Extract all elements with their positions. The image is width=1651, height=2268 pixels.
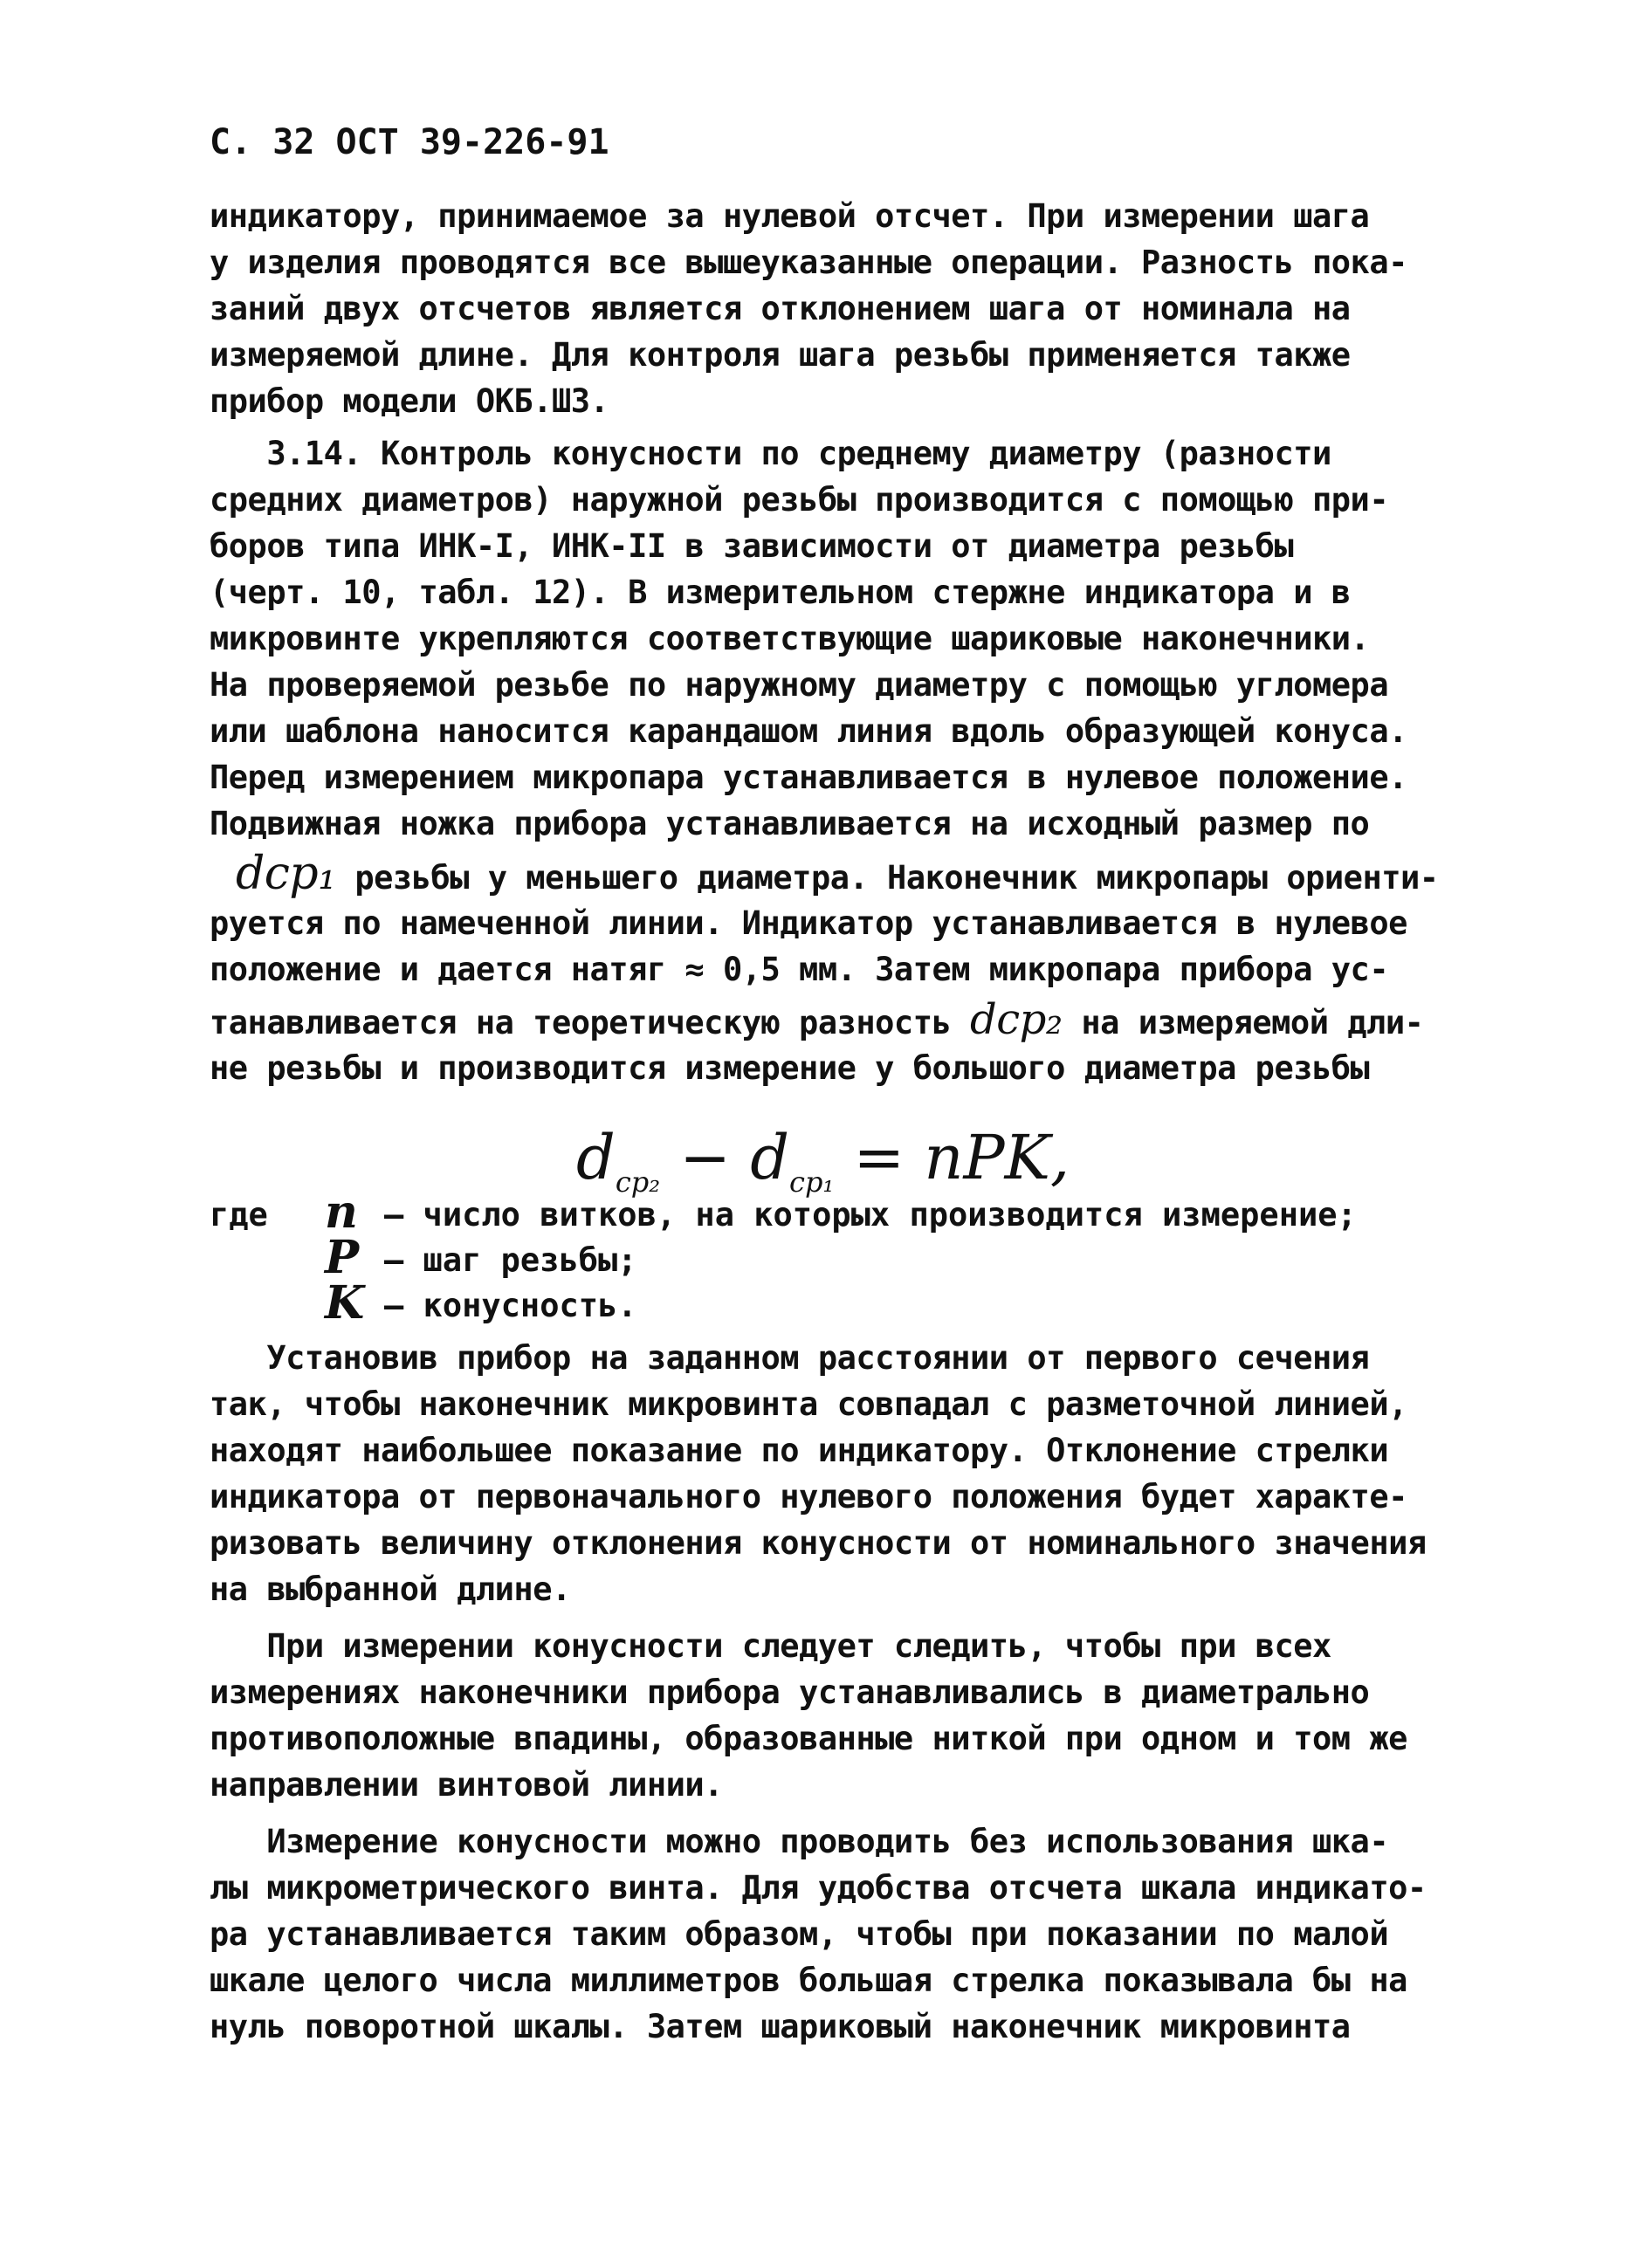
text-line: [210, 848, 1439, 901]
formula: [576, 1122, 1070, 1199]
text-line: Установив прибор на заданном расстоянии от первого сечения: [210, 1339, 1370, 1377]
text-line: положение и дается натяг ≈ 0,5 мм. Затем микропара прибора ус-: [210, 951, 1389, 988]
text-line: или шаблона наносится карандашом линия вдоль образующей конуса.: [210, 712, 1407, 750]
formula-minus: −: [660, 1122, 751, 1193]
legend-symbol: P: [325, 1231, 360, 1284]
text-line: лы микрометрического винта. Для удобства отсчета шкала индикато-: [210, 1869, 1427, 1907]
text-line: находят наибольшее показание по индикатору. Отклонение стрелки: [210, 1432, 1389, 1469]
legend-lead: где: [210, 1196, 268, 1234]
text-line: микровинте укрепляются соответствующие шариковые наконечники.: [210, 620, 1370, 657]
text-line: шкале целого числа миллиметров большая стрелка показывала бы на: [210, 1962, 1407, 1999]
text-line: [210, 997, 1423, 1046]
formula-rest: = nPK,: [834, 1122, 1070, 1193]
formula-d: d: [576, 1122, 616, 1193]
text-line: на выбранной длине.: [210, 1570, 571, 1608]
text-line: прибор модели ОКБ.ШЗ.: [210, 382, 609, 420]
legend-text: – число витков, на которых производится измерение;: [384, 1196, 1357, 1234]
legend-symbol: n: [325, 1186, 358, 1239]
text-line: ра устанавливается таким образом, чтобы при показании по малой: [210, 1915, 1389, 1953]
text-line: индикатора от первоначального нулевого положения будет характе-: [210, 1478, 1407, 1515]
dcp2-symbol: dср₂: [970, 995, 1063, 1044]
text-line: противоположные впадины, образованные ниткой при одном и том же: [210, 1720, 1407, 1757]
text-line: Измерение конусности можно проводить без использования шка-: [210, 1823, 1389, 1860]
text-line: у изделия проводятся все вышеуказанные операции. Разность пока-: [210, 244, 1407, 281]
text-line: Подвижная ножка прибора устанавливается на исходный размер по: [210, 805, 1370, 842]
text-line: 3.14. Контроль конусности по среднему диаметру (разности: [210, 435, 1331, 472]
text-line-rest: резьбы у меньшего диаметра. Наконечник микропары ориенти-: [335, 859, 1439, 897]
text-line: измеряемой длине. Для контроля шага резьбы применяется также: [210, 336, 1351, 374]
formula-sub: ср₁: [789, 1165, 835, 1199]
formula-sub: ср₂: [615, 1165, 661, 1199]
text-line: (черт. 10, табл. 12). В измерительном стержне индикатора и в: [210, 574, 1351, 611]
text-line: заний двух отсчетов является отклонением шага от номинала на: [210, 290, 1351, 327]
legend-text: – конусность.: [384, 1287, 637, 1324]
text-line: При измерении конусности следует следить, чтобы при всех: [210, 1627, 1331, 1665]
text-line: На проверяемой резьбе по наружному диаметру с помощью угломера: [210, 666, 1389, 704]
text-line: ризовать величину отклонения конусности от номинального значения: [210, 1524, 1427, 1562]
text-line: не резьбы и производится измерение у большого диаметра резьбы: [210, 1049, 1370, 1087]
text-line: боров типа ИНК-I, ИНК-II в зависимости от диаметра резьбы: [210, 527, 1294, 565]
text-line: так, чтобы наконечник микровинта совпадал с разметочной линией,: [210, 1385, 1407, 1423]
dcp1-symbol: dср₁: [236, 848, 336, 900]
text-line: индикатору, принимаемое за нулевой отсчет. При измерении шага: [210, 197, 1370, 235]
text-line-rest: на измеряемой дли-: [1062, 1004, 1424, 1041]
formula-d: d: [750, 1122, 790, 1193]
text-line: Перед измерением микропара устанавливается в нулевое положение.: [210, 759, 1407, 796]
text-line: средних диаметров) наружной резьбы производится с помощью при-: [210, 481, 1389, 519]
text-line: направлении винтовой линии.: [210, 1766, 723, 1804]
text-line: руется по намеченной линии. Индикатор устанавливается в нулевое: [210, 904, 1407, 942]
page-header: С. 32 ОСТ 39-226-91: [210, 122, 609, 162]
text-line: нуль поворотной шкалы. Затем шариковый наконечник микровинта: [210, 2008, 1351, 2045]
legend-symbol: K: [325, 1276, 365, 1330]
text-line-lead: танавливается на теоретическую разность: [210, 1004, 971, 1041]
legend-text: – шаг резьбы;: [384, 1241, 637, 1279]
text-line: измерениях наконечники прибора устанавливались в диаметрально: [210, 1674, 1370, 1711]
